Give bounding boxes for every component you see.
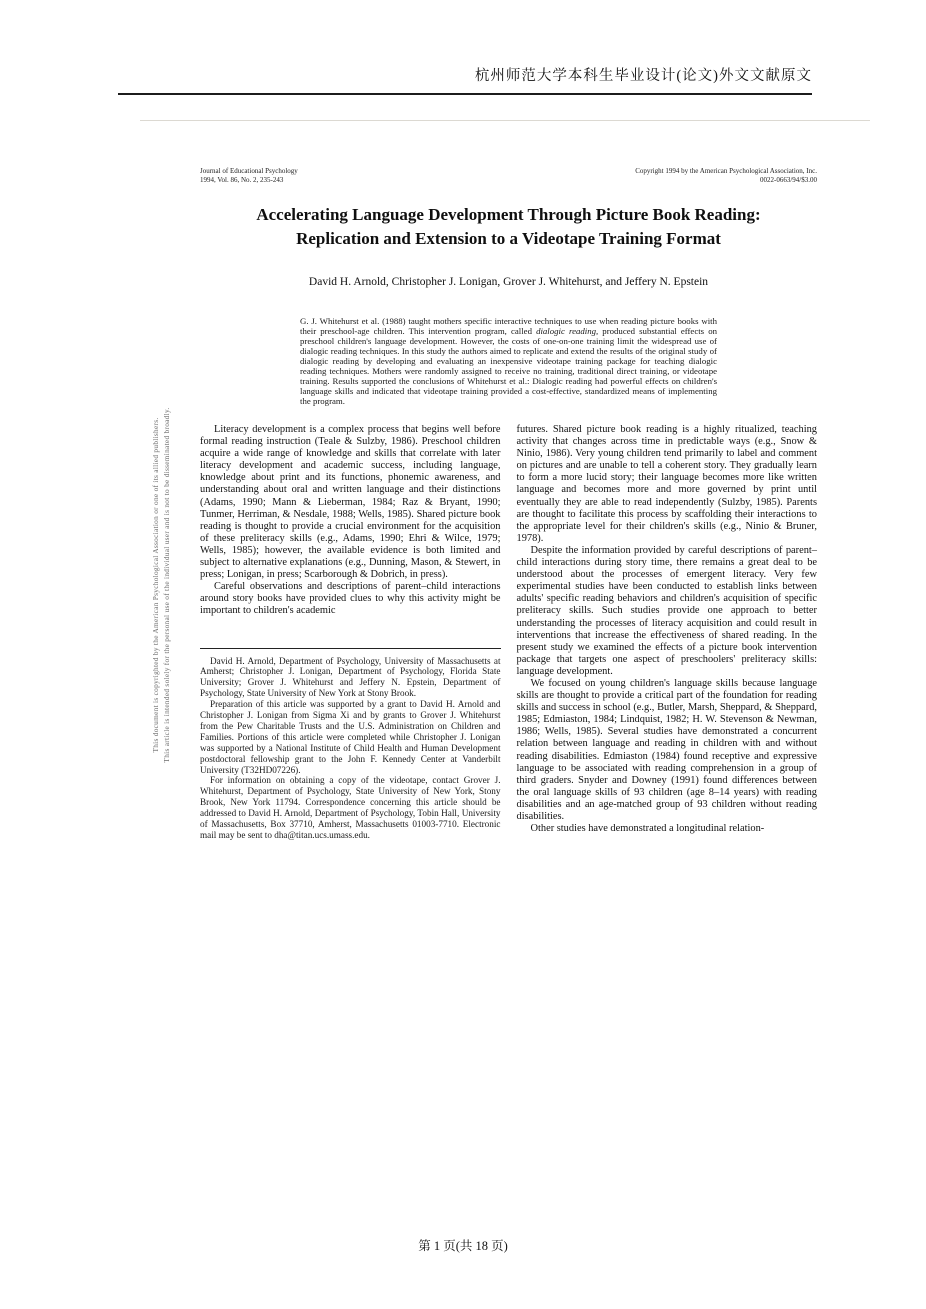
- authors-line: David H. Arnold, Christopher J. Lonigan, Grover J. Whitehurst, and Jeffery N. Epstein: [308, 276, 709, 288]
- two-column-body: [200, 424, 817, 841]
- journal-header-row: [200, 167, 817, 184]
- footer-page-indicator: 第 1 页(共 18 页): [418, 1239, 508, 1253]
- abstract-part1: G. J. Whitehurst et al. (1988) taught mothers specific interactive techniques to use when reading picture books with their preschool-age children. This intervention program, called: [300, 316, 717, 336]
- right-column: [517, 424, 818, 841]
- author-note-footnotes: [200, 648, 501, 841]
- paper-title-line1: Accelerating Language Development Through Picture Book Reading:: [256, 205, 761, 224]
- body-paragraph: futures. Shared picture book reading is a highly ritualized, teaching activity that changes across time in predictable ways (e.g., Snow & Ninio, 1986). Very young children tend primarily to label and comment on pictures and are unable to tell a coherent story. They gradually learn to form a more lucid story; their language becomes more like written language and becomes more and more governed by print until eventually they are able to read independently (Sulzby, 1985). Parents are thought to facilitate this process by scaffolding their interactions to the appropriate level for their children's skills (e.g., Ninio & Bruner, 1978).: [516, 424, 817, 544]
- article-content: [200, 167, 817, 841]
- body-paragraph: Despite the information provided by careful descriptions of parent–child interactions during story time, there remains a great deal to be understood about the processes of emergent literacy. Very few experimental studies have been conducted to establish links between adults' specific reading behaviors and children's acquisition of specific preliteracy skills. Such studies provide one approach to better understanding the processes of literacy acquisition and could result in interventions that increase the effectiveness of shared reading. In the present study we examined the effects of a picture book intervention package that targets one aspect of preschoolers' preliteracy skills: language development.: [516, 544, 817, 677]
- scanned-article-page: [140, 120, 870, 1212]
- left-column: [200, 424, 501, 841]
- paper-title-line2: Replication and Extension to a Videotape Training Format: [296, 229, 721, 248]
- margin-note-line1: This document is copyrighted by the American Psychological Association or one of its allied publishers.: [151, 417, 160, 753]
- journal-name: Journal of Educational Psychology: [200, 167, 298, 175]
- journal-volume-info: 1994, Vol. 86, No. 2, 235-243: [200, 175, 284, 184]
- doc-header-title: 杭州师范大学本科生毕业设计(论文)外文文献原文: [474, 68, 812, 84]
- journal-citation: [200, 167, 298, 184]
- apa-margin-copyright-note: [150, 305, 174, 865]
- issn-price-line: 0022-0663/94/$3.00: [760, 175, 817, 184]
- footnote-paragraph: David H. Arnold, Department of Psychology, University of Massachusetts at Amherst; Christopher J. Lonigan, Department of Psychology, Florida State University; Grover J. Whitehurst and Jeffery N. Epstein, Department of Psychology, State University of New York at Stony Brook.: [200, 655, 501, 699]
- body-paragraph: We focused on young children's language skills because language skills are thought to provide a critical part of the foundation for reading skills and success in school (e.g., Butler, Marsh, Sheppard, & Sheppard, 1985; Edmiaston, 1984; Lindquist, 1982; H. W. Stevenson & Newman, 1986; Wells, 1985). Several studies have demonstrated a concurrent relation between language and reading in children with and without reading disabilities. Edmiaston (1984) found receptive and expressive language to be associated with reading comprehension in a group of third graders. Snyder and Downey (1991) found differences between the oral language skills of 93 children (age 8–14 years) with reading disabilities and an age-matched group of 93 children without reading disabilities.: [516, 677, 817, 822]
- footnote-paragraph: Preparation of this article was supported by a grant to David H. Arnold and Christopher J. Lonigan from Sigma Xi and by grants to Grover J. Whitehurst from the Pew Charitable Trusts and the U.S. Administration on Children and Families. Portions of this article were completed while Christopher J. Lonigan was supported by a National Institute of Child Health and Human Development postdoctoral fellowship grant to the John F. Kennedy Center at Vanderbilt University (T32HD07226).: [200, 699, 501, 775]
- body-paragraph: Literacy development is a complex process that begins well before formal reading instruction (Teale & Sulzby, 1986). Preschool children acquire a wide range of knowledge and skills that correlate with later literacy development and academic success, including language, knowledge about print and its functions, phonemic awareness, and understanding about oral and written language and their distinctions (Adams, 1990; Mann & Lieberman, 1984; Raz & Bryant, 1990; Tunmer, Herriman, & Nesdale, 1988; Wells, 1985). Shared picture book reading is thought to provide a crucial environment for the acquisition of these preliteracy skills (e.g., Adams, 1990; Ehri & Wilce, 1979; Wells, 1985); however, the available evidence is both limited and subject to alternative explanations (e.g., Dunning, Mason, & Stewert, in press; Lonigan, in press; Scarborough & Dobrich, in press).: [200, 424, 501, 581]
- abstract-part2: produced substantial effects on preschool children's language development. However, the costs of one-on-one training limit the widespread use of dialogic reading techniques. In this study the authors aimed to replicate and extend the results of the original study of dialogic reading by developing and evaluating an inexpensive videotape training package for teaching dialogic reading techniques. Mothers were randomly assigned to receive no training, traditional direct training, or videotape training. Results supported the conclusions of Whitehurst et al.: Dialogic reading had powerful effects on children's language skills and indicated that videotape training provided a cost-effective, standardized means of implementing the program.: [300, 326, 717, 406]
- paper-title: [200, 203, 817, 251]
- footnote-paragraph: For information on obtaining a copy of the videotape, contact Grover J. Whitehurst, Department of Psychology, State University of New York, Stony Brook, New York 11794. Correspondence concerning this article should be addressed to David H. Arnold, Department of Psychology, Tobin Hall, University of Massachusetts, Box 37710, Amherst, Massachusetts 01003-7710. Electronic mail may be sent to dha@titan.ucs.umass.edu.: [200, 775, 501, 840]
- margin-note-line2: This article is intended solely for the personal use of the individual user and is not to be disseminated broadly.: [162, 407, 171, 763]
- doc-header-rule: [118, 93, 812, 95]
- copyright-line: Copyright 1994 by the American Psychological Association, Inc.: [635, 167, 817, 175]
- journal-copyright: [635, 167, 817, 184]
- body-paragraph: Careful observations and descriptions of parent–child interactions around story books have provided clues to why this activity might be important to children's academic: [200, 581, 501, 617]
- abstract-italic-term: dialogic reading,: [536, 326, 599, 336]
- body-paragraph: Other studies have demonstrated a longitudinal relation-: [530, 823, 765, 835]
- abstract: [300, 316, 717, 406]
